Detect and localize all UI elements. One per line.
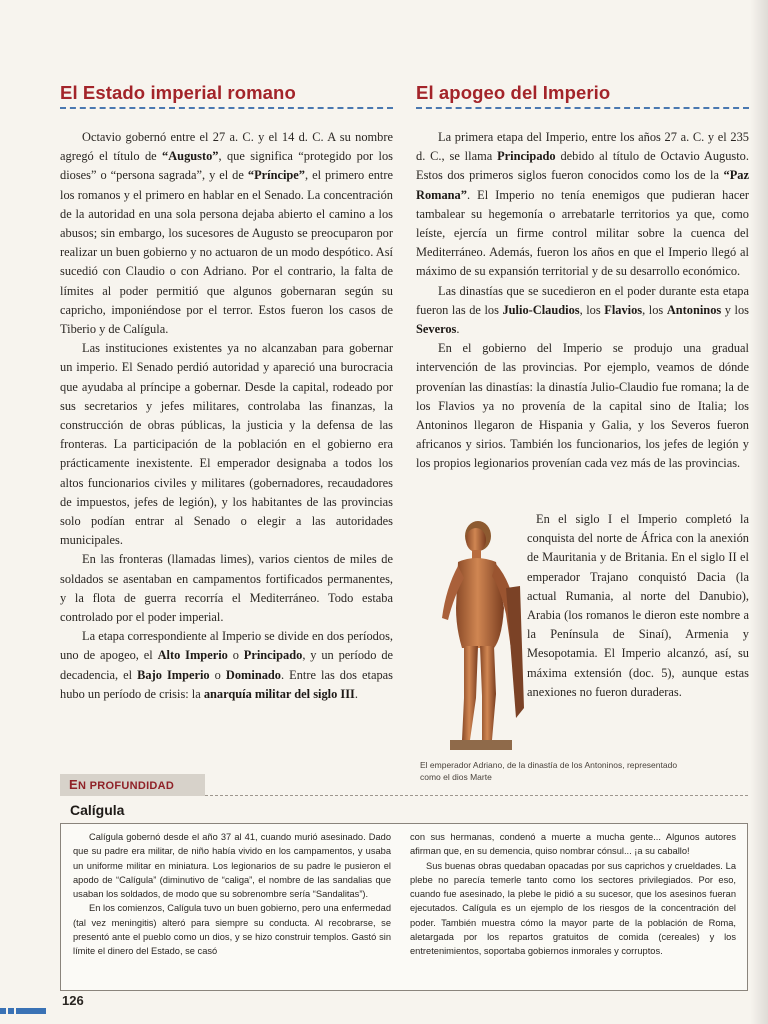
right-section-title: El apogeo del Imperio (416, 82, 611, 103)
bold-term: Principado (243, 648, 303, 663)
right-paragraph-2: Las dinastías que se sucedieron en el poder durante esta etapa fueron las de los Julio-Claudios, los Flavios, los Antoninos y los Severos. (416, 283, 749, 337)
sidebar-left-paragraph-2: En los comienzos, Calígula tuvo un buen gobierno, pero una enfermedad (tal vez meningitis) alteró para siempre su conducta. Al recobrarse, se presentó ante el pueblo como un dios, y se hizo construir templos. Gastó sin límite el dinero del Estado, se casó (73, 903, 391, 957)
sidebar-right-paragraph-1: con sus hermanas, condenó a muerte a mucha gente... Algunos autores afirman que, en su demencia, quiso nombrar cónsul... ¡a su caballo! (410, 832, 736, 857)
left-paragraph-3: En las fronteras (llamadas limes), varios cientos de miles de soldados se asentaban en campamentos fortificados permanentes, y la flota de guerra recorría el Mediterráneo. Todo estaba controlado por el poder imperial. (60, 552, 393, 625)
in-depth-tag-initial: E (69, 777, 78, 792)
sidebar-title: Calígula (70, 802, 125, 818)
bold-term: Severos (416, 322, 457, 337)
left-paragraph-2: Las instituciones existentes ya no alcanzaban para gobernar un imperio. El Senado perdió autoridad y apareció una burocracia que ayudaba al príncipe a gobernar. Desde la capital, rodeado por sus secretarios y jefes militares, controlaba las finanzas, la construcción de obras públicas, la justicia y la defensa de las fronteras. La participación de la población en el gobierno era prácticamente inexistente. El emperador designaba a todos los altos funcionarios civiles y militares (gobernadores, recaudadores de impuestos, jefes de legión), y los habitantes de las provincias solo podían entrar al Senado o elegir a las autoridades municipales. (60, 341, 393, 548)
page-number: 126 (62, 993, 84, 1008)
bold-term: Dominado (225, 667, 281, 682)
right-column-text (416, 128, 749, 474)
bold-term: Principado (497, 149, 556, 164)
in-depth-divider (205, 795, 748, 796)
bold-term: anarquía militar del siglo III (203, 686, 355, 701)
right-paragraph-1: La primera etapa del Imperio, entre los años 27 a. C. y el 235 d. C., se llama Principado debido al título de Octavio Augusto. Estos dos primeros siglos fueron conocidos como los de la “Paz Romana”. El Imperio no tenía enemigos que pudieran hacer tambalear su hegemonía o arrebatarle territorios ya que, como leíste, ejercía un firme control militar sobre la cuenca del Mediterráneo. Además, fueron los años en que el Imperio llegó al máximo de su expansión territorial y de su desarrollo económico. (416, 130, 749, 279)
left-paragraph-4: La etapa correspondiente al Imperio se divide en dos períodos, uno de apogeo, el Alto Imperio o Principado, y un período de decadencia, el Bajo Imperio o Dominado. Entre las dos etapas hubo un período de crisis: la anarquía militar del siglo III. (60, 629, 394, 701)
right-paragraph-4: En el siglo I el Imperio completó la conquista del norte de África con la anexión de Mauritania y de Britania. En el siglo II el emperador Trajano conquistó Dacia (la actual Rumania, al norte del Danubio), Arabia (los romanos le dieron este nombre a la Península de Sinaí), Armenia y Mesopotamia. El Imperio alcanzó, así, su máxima extensión (doc. 5), aunque estas anexiones no fueron duraderas. (527, 512, 749, 699)
left-section-title: El Estado imperial romano (60, 82, 296, 103)
in-depth-tag-rest: N PROFUNDIDAD (77, 780, 175, 792)
statue-of-hadrian-as-mars-image (420, 518, 526, 754)
sidebar-right-paragraph-2: Sus buenas obras quedaban opacadas por sus caprichos y crueldades. La plebe no parecía temerle tanto como los sectores privilegiados. Por eso, cuando fue asesinado, la plebe le pidió a su sucesor, que los asesinos fueran ejecutados. Calígula es un ejemplo de los riesgos de la concentración del poder. También muestra cómo la mayor parte de la población de Roma, aletargada por los repartos gratuitos de comida (cereales) y los entretenimientos, soportaba gobiernos inmorales y corruptos. (410, 860, 736, 957)
page-gutter-shadow (750, 0, 768, 1024)
right-wrapped-paragraph (527, 510, 749, 702)
right-title-rule (416, 107, 749, 109)
statue-caption: El emperador Adriano, de la dinastía de los Antoninos, representado como el dios Marte (420, 760, 678, 782)
bold-term: Antoninos (666, 302, 722, 317)
bold-term: “Príncipe” (247, 168, 306, 183)
bold-term: Flavios (604, 302, 643, 317)
left-title-rule (60, 107, 393, 109)
sidebar-left-column (73, 830, 391, 959)
bold-term: “Paz Romana” (416, 168, 749, 202)
bold-term: “Augusto” (162, 149, 219, 164)
left-paragraph-1: Octavio gobernó entre el 27 a. C. y el 14 d. C. A su nombre agregó el título de “Augusto”, que significa “protegido por los dioses” o “persona sagrada”, y el de “Príncipe”, el primero entre los romanos y el primero en hablar en el Senado. La concentración de la autoridad en una sola persona dejaba abierto el camino a los abusos; sin embargo, los sucesores de Augusto se preocuparon por realizar un buen gobierno y no actuaron de un modo despótico. Así sucedió con Claudio o con Adriano. Por el contrario, la falta de límites al poder permitió que algunos gobernaran según su capricho, imponiéndose por el terror. Estos fueron los casos de Tiberio y de Calígula. (60, 130, 394, 337)
bold-term: Bajo Imperio (137, 667, 210, 682)
sidebar-right-column (410, 830, 736, 959)
right-paragraph-3: En el gobierno del Imperio se produjo una gradual intervención de las provincias. Por ejemplo, veamos de dónde provenían las dinastías: la dinastía Julio-Claudio fue romana; la de los Flavios ya no provenía de la capital sino de Italia; los Antoninos llegaron de Hispania y Galia, y los Severos fueron africanos y sirios. También los funcionarios, los jefes de legión y los propios legionarios provenían cada vez más de las provincias. (416, 341, 749, 471)
page-number-bar (0, 1001, 52, 1007)
left-column-text (60, 128, 393, 704)
bold-term: Julio-Claudios (502, 302, 580, 317)
in-depth-tag (60, 774, 205, 796)
bold-term: Alto Imperio (157, 648, 228, 663)
sidebar-left-paragraph-1: Calígula gobernó desde el año 37 al 41, cuando murió asesinado. Dado que su padre era militar, de niño había vivido en los campamentos, y usaba un uniforme militar en miniatura. Los legionarios de su padre le pusieron el apodo de “Calígula” (diminutivo de “caliga”, el nombre de las sandalias que usaban los soldados, de modo que su sobrenombre sería “Sandalitas”). (73, 832, 391, 900)
